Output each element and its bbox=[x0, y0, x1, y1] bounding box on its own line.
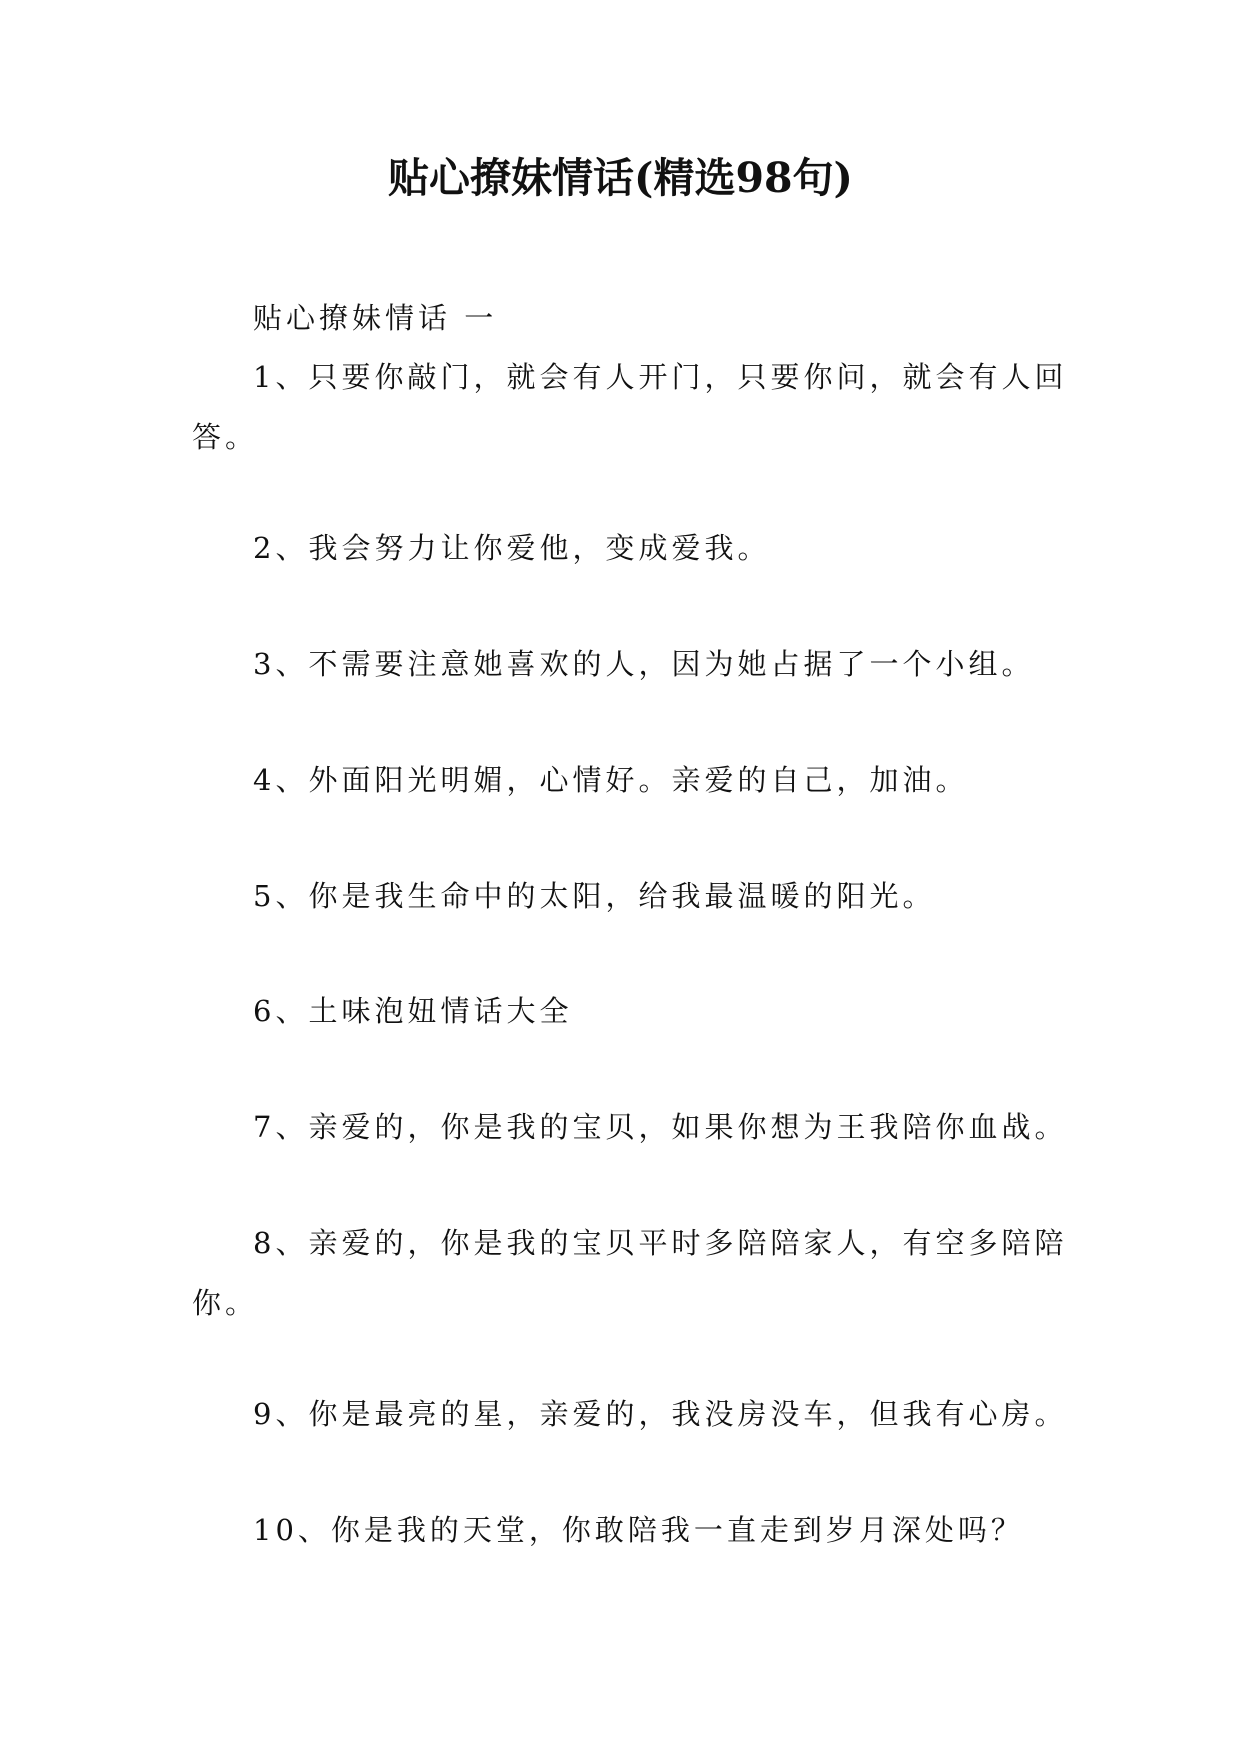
list-item: 4、外面阳光明媚，心情好。亲爱的自己，加油。 bbox=[253, 763, 969, 797]
page-title: 贴心撩妹情话(精选98句) bbox=[388, 154, 853, 202]
list-item: 10、你是我的天堂，你敢陪我一直走到岁月深处吗？ bbox=[253, 1513, 1024, 1547]
list-item: 8、亲爱的，你是我的宝贝平时多陪陪家人，有空多陪陪你。 bbox=[192, 1226, 1068, 1320]
list-item: 2、我会努力让你爱他，变成爱我。 bbox=[253, 531, 771, 565]
list-item: 6、土味泡妞情话大全 bbox=[253, 994, 573, 1028]
list-item: 1、只要你敲门，就会有人开门，只要你问，就会有人回答。 bbox=[192, 360, 1068, 454]
list-item: 7、亲爱的，你是我的宝贝，如果你想为王我陪你血战。 bbox=[253, 1110, 1068, 1144]
list-item: 9、你是最亮的星，亲爱的，我没房没车，但我有心房。 bbox=[253, 1397, 1068, 1431]
list-item: 5、你是我生命中的太阳，给我最温暖的阳光。 bbox=[253, 879, 936, 913]
section-heading: 贴心撩妹情话 一 bbox=[253, 301, 498, 335]
list-item: 3、不需要注意她喜欢的人，因为她占据了一个小组。 bbox=[253, 647, 1035, 681]
